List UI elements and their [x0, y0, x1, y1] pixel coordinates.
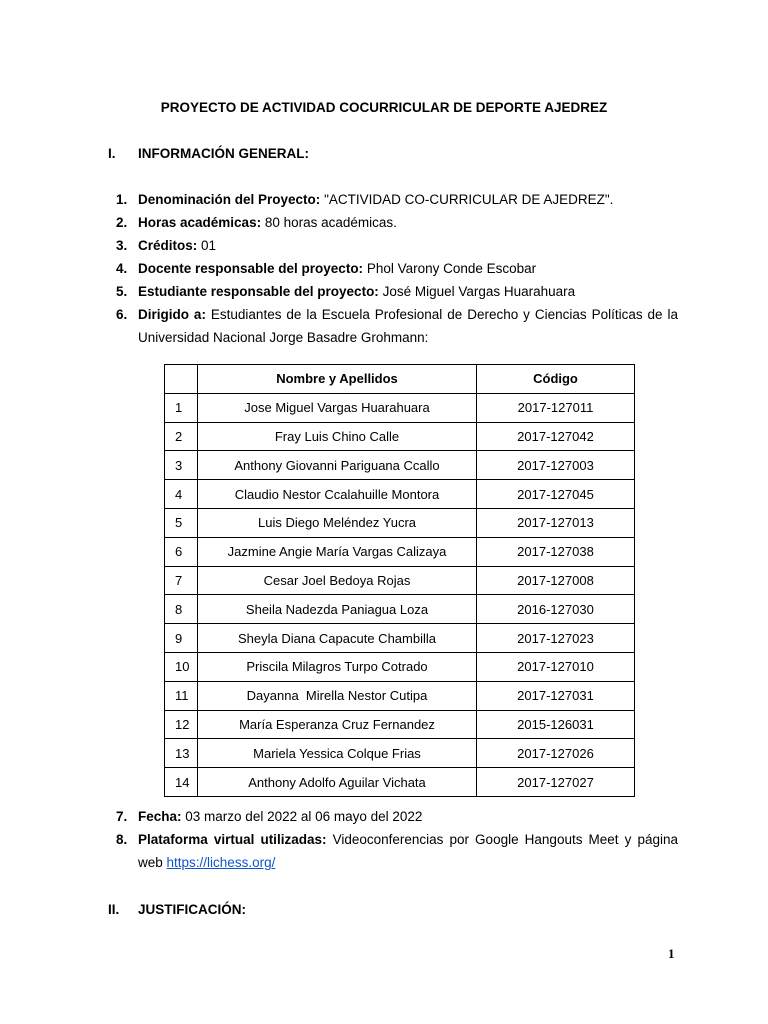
item-number: 1. [116, 192, 128, 207]
student-code: 2017-127042 [477, 422, 635, 451]
student-name: Anthony Giovanni Pariguana Ccallo [198, 451, 477, 480]
general-info-list-continued [108, 805, 678, 874]
table-row [165, 681, 635, 710]
item-label: Fecha: [138, 809, 182, 824]
table-row [165, 652, 635, 681]
row-index: 4 [165, 480, 198, 509]
item-number: 8. [116, 832, 128, 847]
student-name: Dayanna Mirella Nestor Cutipa [198, 681, 477, 710]
student-name: María Esperanza Cruz Fernandez [198, 710, 477, 739]
student-code: 2016-127030 [477, 595, 635, 624]
item-number: 2. [116, 215, 128, 230]
list-item-fecha [108, 805, 678, 828]
table-row [165, 537, 635, 566]
lichess-link[interactable]: https://lichess.org/ [166, 855, 276, 870]
list-item-horas [108, 211, 678, 234]
item-value: 01 [201, 238, 217, 253]
table-row [165, 624, 635, 653]
student-name: Priscila Milagros Turpo Cotrado [198, 652, 477, 681]
student-code: 2017-127038 [477, 537, 635, 566]
row-index: 13 [165, 739, 198, 768]
item-number: 7. [116, 809, 128, 824]
item-label: Dirigido a: [138, 307, 206, 322]
student-code: 2017-127023 [477, 624, 635, 653]
student-code: 2015-126031 [477, 710, 635, 739]
student-name: Jose Miguel Vargas Huarahuara [198, 393, 477, 422]
row-index: 1 [165, 393, 198, 422]
student-code: 2017-127008 [477, 566, 635, 595]
general-info-list [108, 188, 678, 349]
table-row [165, 768, 635, 797]
section-number: I. [108, 146, 116, 161]
row-index: 2 [165, 422, 198, 451]
item-number: 5. [116, 284, 128, 299]
student-name: Sheyla Diana Capacute Chambilla [198, 624, 477, 653]
item-label: Estudiante responsable del proyecto: [138, 284, 379, 299]
student-code: 2017-127027 [477, 768, 635, 797]
list-item-estudiante [108, 280, 678, 303]
item-label: Horas académicas: [138, 215, 262, 230]
row-index: 10 [165, 652, 198, 681]
table-row [165, 393, 635, 422]
student-name: Anthony Adolfo Aguilar Vichata [198, 768, 477, 797]
student-code: 2017-127003 [477, 451, 635, 480]
section-title: JUSTIFICACIÓN: [138, 902, 246, 917]
student-code: 2017-127013 [477, 508, 635, 537]
item-label: Plataforma virtual utilizadas: [138, 832, 327, 847]
document-title: PROYECTO DE ACTIVIDAD COCURRICULAR DE DEPORTE AJEDREZ [160, 100, 608, 115]
student-name: Luis Diego Meléndez Yucra [198, 508, 477, 537]
student-name: Cesar Joel Bedoya Rojas [198, 566, 477, 595]
student-name: Fray Luis Chino Calle [198, 422, 477, 451]
student-code: 2017-127026 [477, 739, 635, 768]
student-name: Claudio Nestor Ccalahuille Montora [198, 480, 477, 509]
table-row [165, 710, 635, 739]
table-row [165, 595, 635, 624]
table-row [165, 508, 635, 537]
item-number: 3. [116, 238, 128, 253]
student-code: 2017-127011 [477, 393, 635, 422]
student-name: Jazmine Angie María Vargas Calizaya [198, 537, 477, 566]
students-table [164, 364, 635, 797]
student-code: 2017-127010 [477, 652, 635, 681]
item-value: Phol Varony Conde Escobar [366, 261, 537, 276]
row-index: 9 [165, 624, 198, 653]
list-item-denominacion [108, 188, 678, 211]
table-row [165, 739, 635, 768]
table-row [165, 480, 635, 509]
row-index: 12 [165, 710, 198, 739]
item-number: 6. [116, 307, 128, 322]
row-index: 5 [165, 508, 198, 537]
section-number: II. [108, 902, 120, 917]
row-index: 7 [165, 566, 198, 595]
item-value: 03 marzo del 2022 al 06 mayo del 2022 [185, 809, 423, 824]
section-heading-informacion-general [108, 146, 309, 161]
item-number: 4. [116, 261, 128, 276]
row-index: 11 [165, 681, 198, 710]
student-code: 2017-127031 [477, 681, 635, 710]
column-header-nombre: Nombre y Apellidos [198, 365, 477, 394]
table-row [165, 451, 635, 480]
section-heading-justificacion [108, 902, 246, 917]
page-number: 1 [668, 946, 675, 961]
list-item-plataforma [108, 828, 678, 874]
column-header-codigo: Código [477, 365, 635, 394]
table-row [165, 566, 635, 595]
student-code: 2017-127045 [477, 480, 635, 509]
list-item-dirigido [108, 303, 678, 349]
row-index: 6 [165, 537, 198, 566]
row-index: 14 [165, 768, 198, 797]
list-item-creditos [108, 234, 678, 257]
student-name: Sheila Nadezda Paniagua Loza [198, 595, 477, 624]
item-label: Créditos: [138, 238, 198, 253]
item-label: Docente responsable del proyecto: [138, 261, 364, 276]
item-value: Videoconferencias por Google Hangouts Meet y página web [138, 832, 678, 870]
list-item-docente [108, 257, 678, 280]
item-value: José Miguel Vargas Huarahuara [382, 284, 576, 299]
student-name: Mariela Yessica Colque Frias [198, 739, 477, 768]
item-value: "ACTIVIDAD CO-CURRICULAR DE AJEDREZ". [324, 192, 614, 207]
item-label: Denominación del Proyecto: [138, 192, 321, 207]
row-index: 8 [165, 595, 198, 624]
column-header-index [165, 365, 198, 394]
section-title: INFORMACIÓN GENERAL: [138, 146, 309, 161]
table-row [165, 422, 635, 451]
item-value: 80 horas académicas. [264, 215, 397, 230]
table-header-row [165, 365, 635, 394]
row-index: 3 [165, 451, 198, 480]
item-value: Estudiantes de la Escuela Profesional de Derecho y Ciencias Políticas de la Universidad Nacional Jorge Basadre Grohmann: [138, 307, 678, 345]
